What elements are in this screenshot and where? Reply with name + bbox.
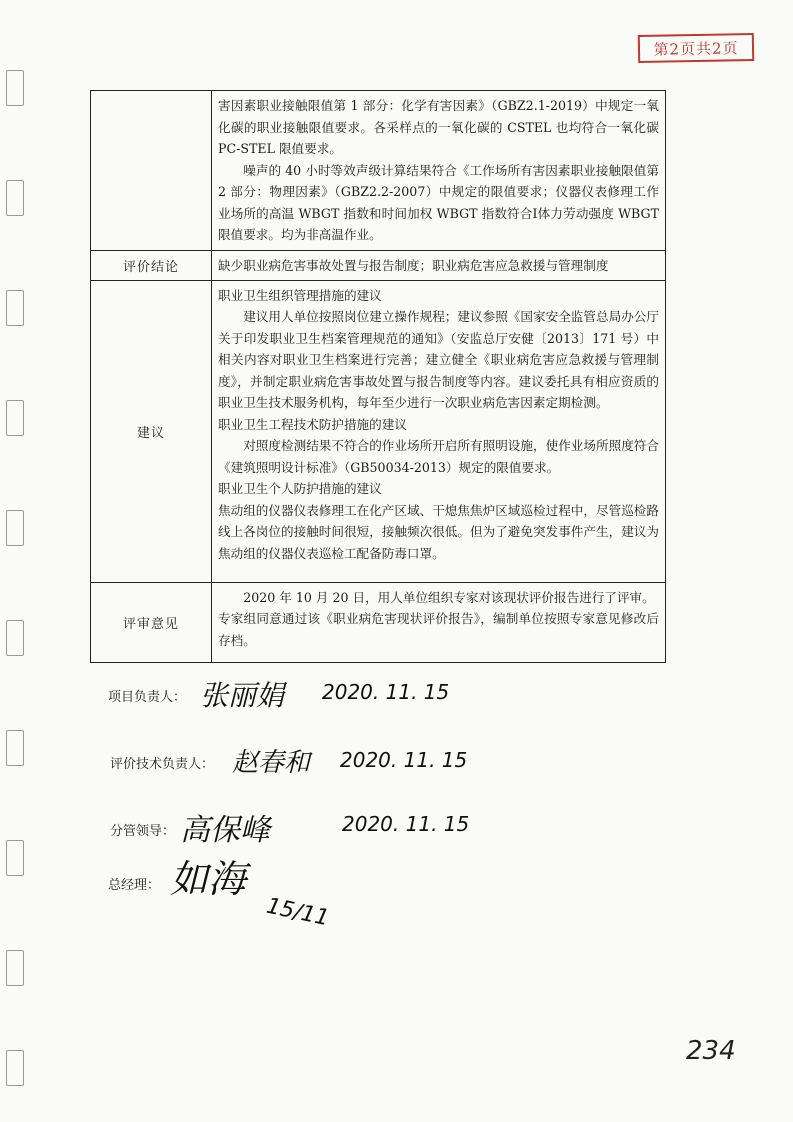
binding-hole xyxy=(6,510,24,546)
row-content xyxy=(212,582,666,662)
table-row xyxy=(91,91,666,251)
binding-hole xyxy=(6,290,24,326)
section-heading: 职业卫生组织管理措施的建议 xyxy=(218,287,382,303)
binding-hole xyxy=(6,950,24,986)
table-row xyxy=(91,582,666,662)
row-label: 评审意见 xyxy=(91,582,212,662)
binding-hole xyxy=(6,70,24,106)
page-number: 234 xyxy=(686,1036,736,1066)
signature-label: 总经理： xyxy=(108,878,161,893)
signature-date: 2020. 11. 15 xyxy=(340,748,468,772)
section-heading: 职业卫生个人防护措施的建议 xyxy=(218,481,382,496)
row-content xyxy=(212,251,666,281)
paragraph: 专家组同意通过该《职业病危害现状评价报告》，编制单位按照专家意见修改后存档。 xyxy=(218,611,659,648)
paragraph: 建议用人单位按照岗位建立操作规程；建议参照《国家安全监管总局办公厅关于印发职业卫生档案管理规范的通知》（安监总厅安健〔2013〕171 号）中相关内容对职业卫生档案进行完善；建立健全《职业病危害应急救援与管理制度》，并制定职业病危害事故处置与报告制度等内容。建议委托具有相应资质的职业卫生技术服务机构，每年至少进行一次职业病危害因素定期检测。 xyxy=(218,309,659,410)
paragraph: 缺少职业病危害事故处置与报告制度；职业病危害应急救援与管理制度 xyxy=(218,258,609,273)
table-row xyxy=(91,251,666,281)
page-stamp: 第2页共2页 xyxy=(638,33,754,63)
row-label: 评价结论 xyxy=(91,251,212,281)
row-content xyxy=(212,280,666,582)
row-label: 建议 xyxy=(91,280,212,582)
signature-name: 赵春和 xyxy=(232,748,311,778)
signature-name: 如海 xyxy=(170,857,247,901)
signature-date: 2020. 11. 15 xyxy=(342,812,470,836)
paragraph: 对照度检测结果不符合的作业场所开启所有照明设施，使作业场所照度符合《建筑照明设计标准》（GB50034-2013）规定的限值要求。 xyxy=(218,438,659,475)
binding-hole xyxy=(6,620,24,656)
signature-date: 15/11 xyxy=(264,893,332,932)
paragraph: 害因素职业接触限值第 1 部分：化学有害因素》（GBZ2.1-2019）中规定一氧化碳的职业接触限值要求。各采样点的一氧化碳的 CSTEL 也均符合一氧化碳 PC-STEL 限值要求。 xyxy=(218,98,659,156)
signature-date: 2020. 11. 15 xyxy=(322,680,450,704)
binding-hole xyxy=(6,730,24,766)
binding-hole xyxy=(6,1050,24,1086)
evaluation-table xyxy=(90,90,666,663)
signature-label: 分管领导： xyxy=(110,824,176,839)
signature-name: 高保峰 xyxy=(180,813,270,848)
section-heading: 职业卫生工程技术防护措施的建议 xyxy=(218,416,407,432)
row-label xyxy=(91,91,212,251)
paragraph: 2020 年 10 月 20 日，用人单位组织专家对该现状评价报告进行了评审。 xyxy=(243,589,655,605)
binding-hole xyxy=(6,400,24,436)
paragraph: 噪声的 40 小时等效声级计算结果符合《工作场所有害因素职业接触限值第 2 部分：物理因素》（GBZ2.2-2007）中规定的限值要求；仪器仪表修理工作业场所的高温 WBGT 指数和时间加权 WBGT 指数符合Ⅰ体力劳动强度 WBGT 限值要求。均为非高温作业。 xyxy=(218,162,659,242)
row-content xyxy=(212,91,666,251)
binding-hole xyxy=(6,840,24,876)
paragraph: 焦动组的仪器仪表修理工在化产区域、干熄焦焦炉区域巡检过程中，尽管巡检路线上各岗位的接触时间很短，接触频次很低。但为了避免突发事件产生，建议为焦动组的仪器仪表巡检工配备防毒口罩。 xyxy=(218,502,659,561)
signature-label: 项目负责人： xyxy=(108,690,187,705)
signature-label: 评价技术负责人： xyxy=(110,757,215,772)
table-row xyxy=(91,280,666,582)
signature-name: 张丽娟 xyxy=(200,679,285,712)
binding-holes xyxy=(6,30,46,1110)
binding-hole xyxy=(6,180,24,216)
